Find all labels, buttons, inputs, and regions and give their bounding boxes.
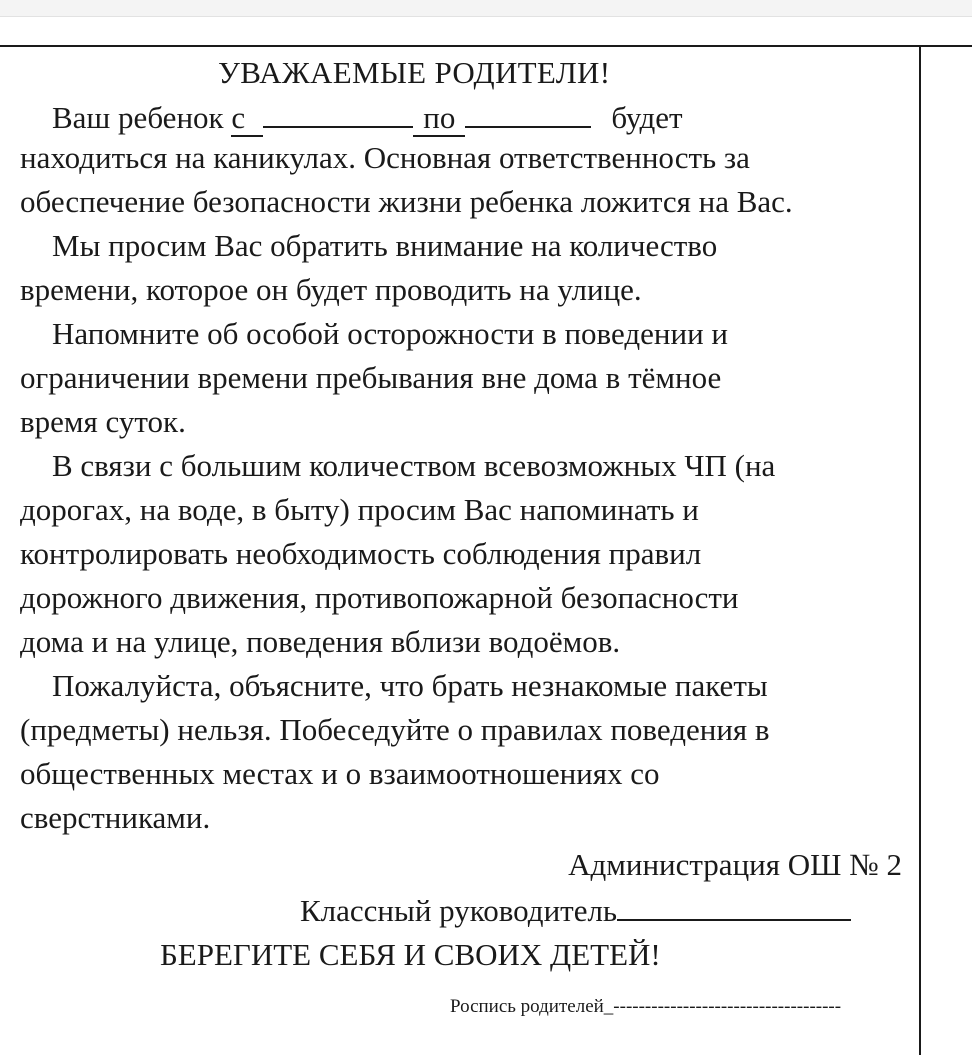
date-to-blank [465,92,591,128]
date-to-label: по [413,101,465,137]
body-line: общественных местах и о взаимоотношениях со [20,756,660,791]
body-line: сверстниками. [20,800,211,835]
administration-signature: Администрация ОШ № 2 [568,847,902,882]
body-line: ограничении времени пребывания вне дома в тёмное [20,360,722,395]
parent-signature-label: Роспись родителей_ [450,996,614,1017]
class-teacher-blank [617,889,851,921]
window-top-band [0,0,972,16]
body-line: (предметы) нельзя. Побеседуйте о правилах поведения в [20,712,770,747]
paragraph-first-line: В связи с большим количеством всевозможных ЧП (на [52,448,776,483]
document-heading: УВАЖАЕМЫЕ РОДИТЕЛИ! [218,55,611,90]
class-teacher-label: Классный руководитель [300,893,618,928]
body-line: обеспечение безопасности жизни ребенка ложится на Вас. [20,184,793,219]
date-from-label: с [231,101,263,137]
body-line: контролировать необходимость соблюдения правил [20,536,702,571]
body-line: дорогах, на воде, в быту) просим Вас напоминать и [20,492,699,527]
body-line: времени, которое он будет проводить на улице. [20,272,642,307]
body-line: дома и на улице, поведения вблизи водоёмов. [20,624,621,659]
parent-signature-line [450,992,841,1022]
body-line: дорожного движения, противопожарной безопасности [20,580,739,615]
closing-slogan: БЕРЕГИТЕ СЕБЯ И СВОИХ ДЕТЕЙ! [160,937,661,972]
paragraph-first-line: Мы просим Вас обратить внимание на количество [52,228,718,263]
body-line: находиться на каникулах. Основная ответственность за [20,140,750,175]
class-teacher-line [300,889,851,933]
intro-line [52,92,683,136]
intro-prefix: Ваш ребенок [52,100,232,135]
intro-suffix: будет [611,100,683,135]
paragraph-first-line: Напомните об особой осторожности в поведении и [52,316,729,351]
body-line: время суток. [20,404,186,439]
table-top-border [0,45,972,47]
paragraph-first-line: Пожалуйста, объясните, что брать незнакомые пакеты [52,668,768,703]
table-column-border [919,45,921,1055]
window-top-divider [0,16,972,17]
parent-signature-dashes: ------------------------------------ [613,996,842,1017]
date-from-blank [263,92,413,128]
